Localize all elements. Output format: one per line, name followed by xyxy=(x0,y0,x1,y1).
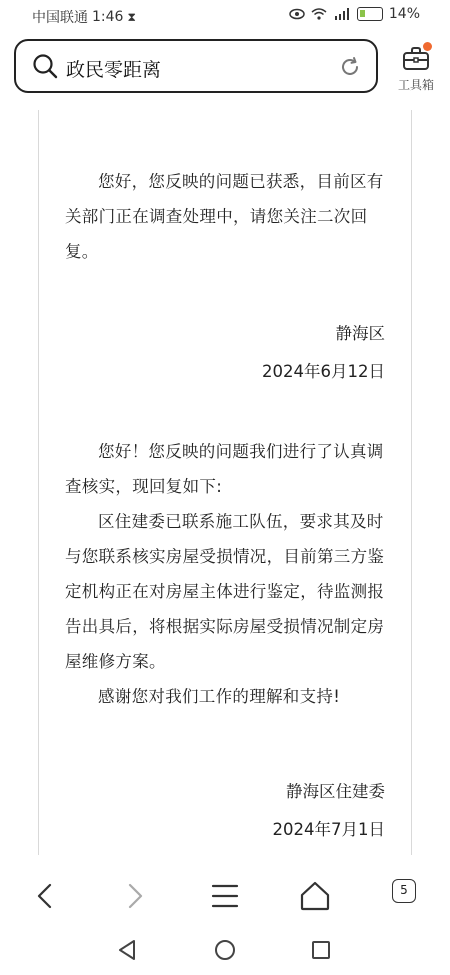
system-recents-icon[interactable] xyxy=(309,938,333,962)
clock: 1:46 xyxy=(92,9,124,25)
eye-icon xyxy=(289,8,305,20)
system-home-icon[interactable] xyxy=(213,938,237,962)
reply2-date: 2024年7月1日 xyxy=(272,820,385,839)
search-bar[interactable] xyxy=(14,39,378,93)
reply2-body: 区住建委已联系施工队伍，要求其及时与您联系核实房屋受损情况，目前第三方鉴定机构正在对房屋主体进行鉴定，待监测报告出具后，将根据实际房屋受损情况制定房屋维修方案。 xyxy=(65,512,385,671)
reply1-signature: 静海区 xyxy=(335,324,385,343)
toolbox-label: 工具箱 xyxy=(397,78,434,92)
wifi-icon xyxy=(311,8,327,20)
reply2-thanks: 感谢您对我们工作的理解和支持! xyxy=(98,687,341,706)
card-border-left xyxy=(38,110,39,855)
reply1-date: 2024年6月12日 xyxy=(262,362,385,381)
system-nav-bar xyxy=(0,928,450,975)
tabs-button[interactable]: 5 xyxy=(392,879,416,903)
menu-icon[interactable] xyxy=(205,876,245,916)
refresh-icon[interactable] xyxy=(338,55,362,79)
browser-toolbar xyxy=(0,858,450,928)
reply1-body: 您好，您反映的问题已获悉，目前区有关部门正在调查处理中，请您关注二次回复。 xyxy=(65,172,384,261)
forward-icon[interactable] xyxy=(115,876,155,916)
status-left xyxy=(32,7,136,27)
carrier-label: 中国联通 xyxy=(32,10,88,26)
search-icon[interactable] xyxy=(32,53,58,79)
battery-percent: 14% xyxy=(388,6,420,22)
back-icon[interactable] xyxy=(25,876,65,916)
home-icon[interactable] xyxy=(295,876,335,916)
card-border-right xyxy=(411,110,412,855)
notification-dot xyxy=(423,42,432,51)
signal-icon xyxy=(333,8,351,20)
status-bar xyxy=(0,0,450,30)
search-input[interactable]: 政民零距离 xyxy=(66,59,162,81)
hourglass-icon: ⧗ xyxy=(127,9,136,24)
status-right xyxy=(289,6,420,22)
system-back-icon[interactable] xyxy=(116,938,140,962)
toolbox-button[interactable] xyxy=(392,42,440,94)
reply2-signature: 静海区住建委 xyxy=(286,782,385,801)
battery-icon xyxy=(357,7,383,21)
reply2-greeting: 您好！您反映的问题我们进行了认真调查核实，现回复如下: xyxy=(65,442,384,496)
